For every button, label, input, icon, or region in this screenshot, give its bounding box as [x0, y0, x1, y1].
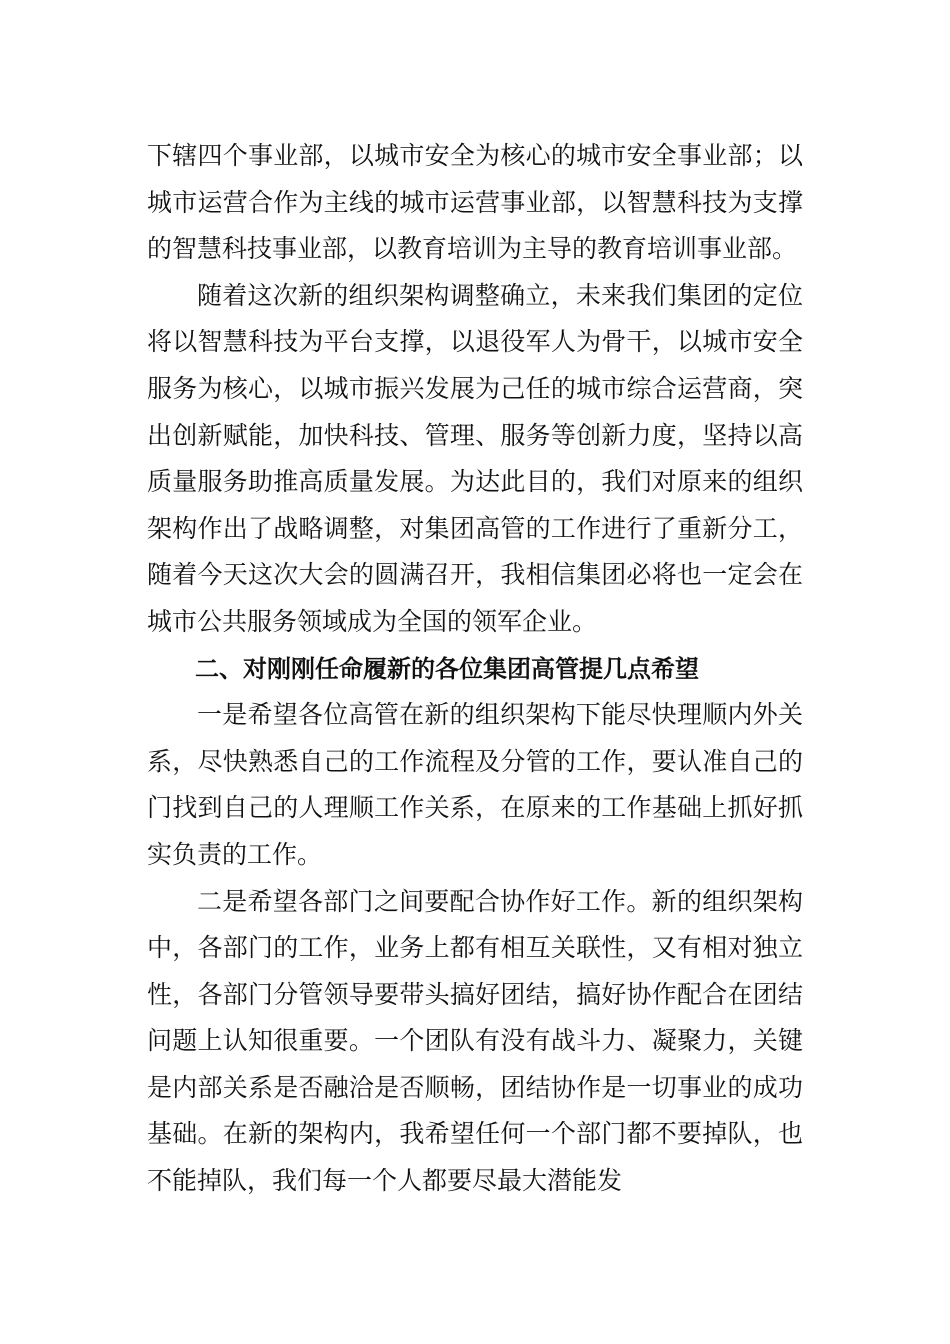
- paragraph-business-units: 下辖四个事业部，以城市安全为核心的城市安全事业部；以城市运营合作为主线的城市运营事业部，以智慧科技为支撑的智慧科技事业部，以教育培训为主导的教育培训事业部。: [147, 141, 803, 264]
- paragraph-group-positioning: 随着这次新的组织架构调整确立，未来我们集团的定位将以智慧科技为平台支撑，以退役军人为骨干，以城市安全服务为核心，以城市振兴发展为己任的城市综合运营商，突出创新赋能，加快科技、管理、服务等创新力度，坚持以高质量服务助推高质量发展。为达此目的，我们对原来的组织架构作出了战略调整，对集团高管的工作进行了重新分工，随着今天这次大会的圆满召开，我相信集团必将也一定会在城市公共服务领域成为全国的领军企业。: [147, 280, 803, 636]
- section-heading-expectations: 二、对刚刚任命履新的各位集团高管提几点希望: [195, 654, 699, 683]
- document-body: [147, 133, 803, 1205]
- paragraph-expectation-one: 一是希望各位高管在新的组织架构下能尽快理顺内外关系，尽快熟悉自己的工作流程及分管的工作，要认准自己的门找到自己的人理顺工作关系，在原来的工作基础上抓好抓实负责的工作。: [147, 700, 803, 869]
- paragraph-expectation-two: 二是希望各部门之间要配合协作好工作。新的组织架构中，各部门的工作，业务上都有相互关联性，又有相对独立性，各部门分管领导要带头搞好团结，搞好协作配合在团结问题上认知很重要。一个团队有没有战斗力、凝聚力，关键是内部关系是否融洽是否顺畅，团结协作是一切事业的成功基础。在新的架构内，我希望任何一个部门都不要掉队，也不能掉队，我们每一个人都要尽最大潜能发: [147, 886, 803, 1196]
